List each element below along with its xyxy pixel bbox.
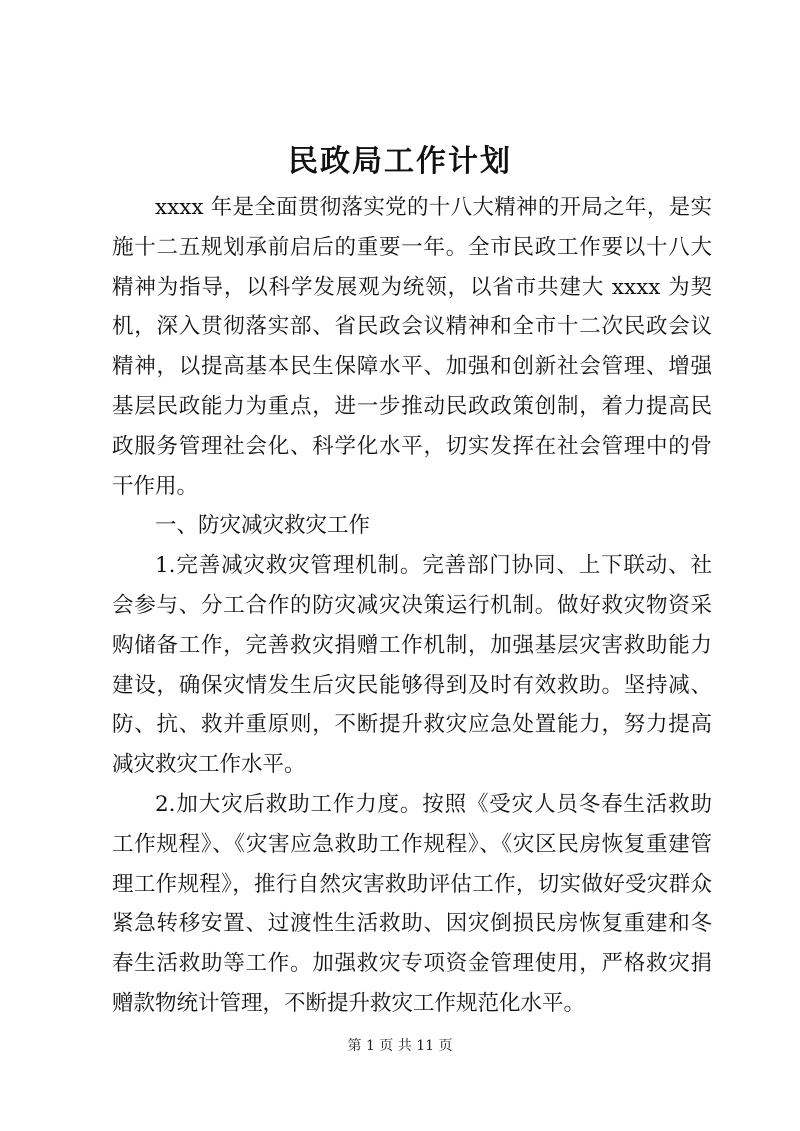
- paragraph-intro: xxxx 年是全面贯彻落实党的十八大精神的开局之年，是实施十二五规划承前启后的重要一年。全市民政工作要以十八大精神为指导，以科学发展观为统领，以省市共建大 xxxx 为契机，深入贯彻落实部、省民政会议精神和全市十二次民政会议精神，以提高基本民生保障水平、加强和创新社会管理、增强基层民政能力为重点，进一步推动民政政策创制，着力提高民政服务管理社会化、科学化水平，切实发挥在社会管理中的骨干作用。: [112, 195, 712, 499]
- document-title: 民政局工作计划: [288, 144, 512, 179]
- page-number-footer: 第 1 页 共 11 页: [347, 1038, 453, 1054]
- document-body: [112, 188, 712, 1024]
- section-heading: 一、防灾减灾救灾工作: [155, 513, 371, 539]
- paragraph-item-2: 2.加大灾后救助工作力度。按照《受灾人员冬春生活救助工作规程》、《灾害应急救助工作规程》、《灾区民房恢复重建管理工作规程》，推行自然灾害救助评估工作，切实做好受灾群众紧急转移安置、过渡性生活救助、因灾倒损民房恢复重建和冬春生活救助等工作。加强救灾专项资金管理使用，严格救灾捐赠款物统计管理，不断提升救灾工作规范化水平。: [112, 791, 712, 1016]
- paragraph-item-1: 1.完善减灾救灾管理机制。完善部门协同、上下联动、社会参与、分工合作的防灾减灾决策运行机制。做好救灾物资采购储备工作，完善救灾捐赠工作机制，加强基层灾害救助能力建设，确保灾情发生后灾民能够得到及时有效救助。坚持减、防、抗、救并重原则，不断提升救灾应急处置能力，努力提高减灾救灾工作水平。: [112, 553, 712, 778]
